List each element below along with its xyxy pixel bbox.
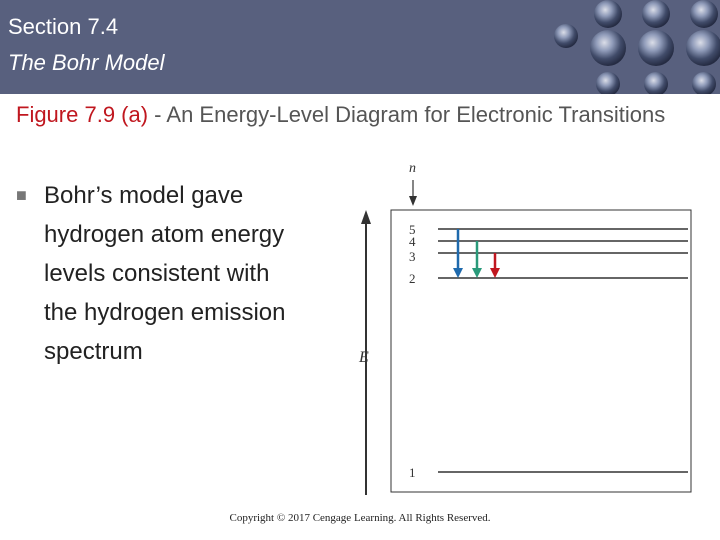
transition-arrowhead-5-to-2 <box>453 268 463 278</box>
section-title: Section 7.4 <box>8 14 119 39</box>
bullet-point <box>16 176 356 371</box>
slide-header <box>0 0 720 94</box>
energy-level-label-4: 4 <box>409 234 416 249</box>
header-divider <box>0 94 720 97</box>
energy-level-label-5: 5 <box>409 222 416 237</box>
figure-caption <box>16 98 706 132</box>
decorative-orb <box>594 0 622 28</box>
transition-arrowhead-4-to-2 <box>472 268 482 278</box>
decorative-orb <box>644 72 668 94</box>
decorative-orb <box>692 72 716 94</box>
energy-level-diagram <box>346 150 696 495</box>
transition-arrowhead-3-to-2 <box>490 268 500 278</box>
energy-axis-label: E <box>359 349 369 366</box>
energy-levels <box>409 222 688 480</box>
decorative-orb <box>642 0 670 28</box>
energy-level-label-3: 3 <box>409 249 416 264</box>
n-arrow-head <box>409 196 417 206</box>
decorative-orb <box>590 30 626 66</box>
section-subtitle: The Bohr Model <box>8 50 165 75</box>
energy-axis-arrowhead <box>361 210 371 224</box>
figure-caption-text: - An Energy-Level Diagram for Electronic Transitions <box>148 102 666 127</box>
bullet-square-icon: ■ <box>16 185 27 205</box>
decorative-orb <box>690 0 718 28</box>
decorative-orb <box>686 30 720 66</box>
decorative-orb <box>554 24 578 48</box>
copyright-text: Copyright © 2017 Cengage Learning. All Rights Reserved. <box>229 512 491 524</box>
energy-level-label-1: 1 <box>409 465 416 480</box>
bullet-text: Bohr’s model gave hydrogen atom energy levels consistent with the hydrogen emission spectrum <box>44 182 286 365</box>
decorative-orb <box>596 72 620 94</box>
figure-label: Figure 7.9 (a) <box>16 102 149 127</box>
n-label: n <box>409 161 416 176</box>
decorative-orb <box>638 30 674 66</box>
energy-level-label-2: 2 <box>409 271 416 286</box>
